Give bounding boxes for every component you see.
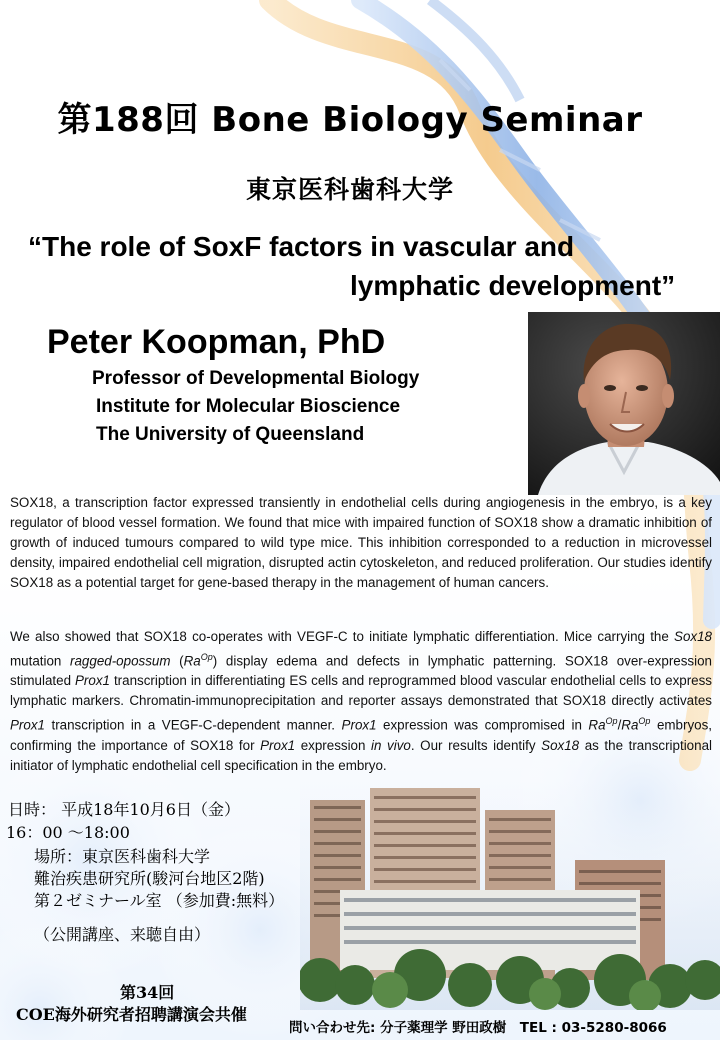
speaker-position: Professor of Developmental Biology <box>92 368 420 389</box>
talk-title-line-1: “The role of SoxF factors in vascular and <box>28 231 575 262</box>
event-time: 16：00 ～18:00 <box>6 823 130 842</box>
cosponsor-line-2: COE海外研究者招聘講演会共催 <box>16 1005 247 1024</box>
abstract-paragraph-1: SOX18, a transcription factor expressed transiently in endothelial cells during angiogenesis in the embryo, is a key regulator of blood vessel formation. We found that mice with impaired function of SOX18 show a dramatic inhibition of growth of induced tumours compared to wild type mice. This inhibition corresponded to a reduction in microvessel density, impaired endothelial cell migration, disrupted actin cytoskeleton, and reduced proliferation. Our studies identify SOX18 as a potential target for gene-based therapy in the management of human cancers. <box>10 495 712 590</box>
cosponsor-line-1: 第34回 <box>120 983 175 1002</box>
open-lecture-note: （公開講座、来聴自由） <box>34 925 211 944</box>
speaker-institute: Institute for Molecular Bioscience <box>96 396 401 417</box>
university-building-photo <box>300 780 720 1010</box>
speaker-name: Peter Koopman, PhD <box>47 323 386 361</box>
venue-line-3: 第２ゼミナール室 （参加費:無料） <box>34 891 285 910</box>
venue-line-1: 場所：東京医科歯科大学 <box>34 847 211 866</box>
contact-info: 問い合わせ先: 分子薬理学 野田政樹 TEL : 03-5280-8066 <box>289 1020 667 1036</box>
seminar-title: 第188回 Bone Biology Seminar <box>57 100 643 140</box>
talk-title-line-2: lymphatic development” <box>350 270 676 301</box>
host-university: 東京医科歯科大学 <box>245 175 454 204</box>
venue-line-2: 難治疾患研究所(駿河台地区2階) <box>34 869 265 888</box>
event-date: 日時： 平成18年10月6日（金） <box>8 800 240 819</box>
abstract-paragraph-2: We also showed that SOX18 co-operates with VEGF-C to initiate lymphatic differentiation. Mice carrying the Sox18 mutation ragged-opossum $(Ra^{Op})$ display edema and defects in lymphatic patterning. SOX18 over-expression stimulated Prox1 transcription in differentiating ES cells and reprogrammed blood vascular endothelial cells to express lymphatic markers. Chromatin-immunoprecipitation and reporter assays demonstrated that SOX18 directly activates Prox1 transcription in a VEGF-C-dependent manner. Prox1 expression was compromised in $Ra^{Op}/Ra^{Op}$ embryos, confirming the importance of SOX18 for Prox1 expression in vivo. Our results identify Sox18 as the transcriptional initiator of lymphatic endothelial cell specification in the embryo. <box>10 629 713 773</box>
speaker-portrait <box>528 312 720 495</box>
speaker-university: The University of Queensland <box>96 424 365 445</box>
